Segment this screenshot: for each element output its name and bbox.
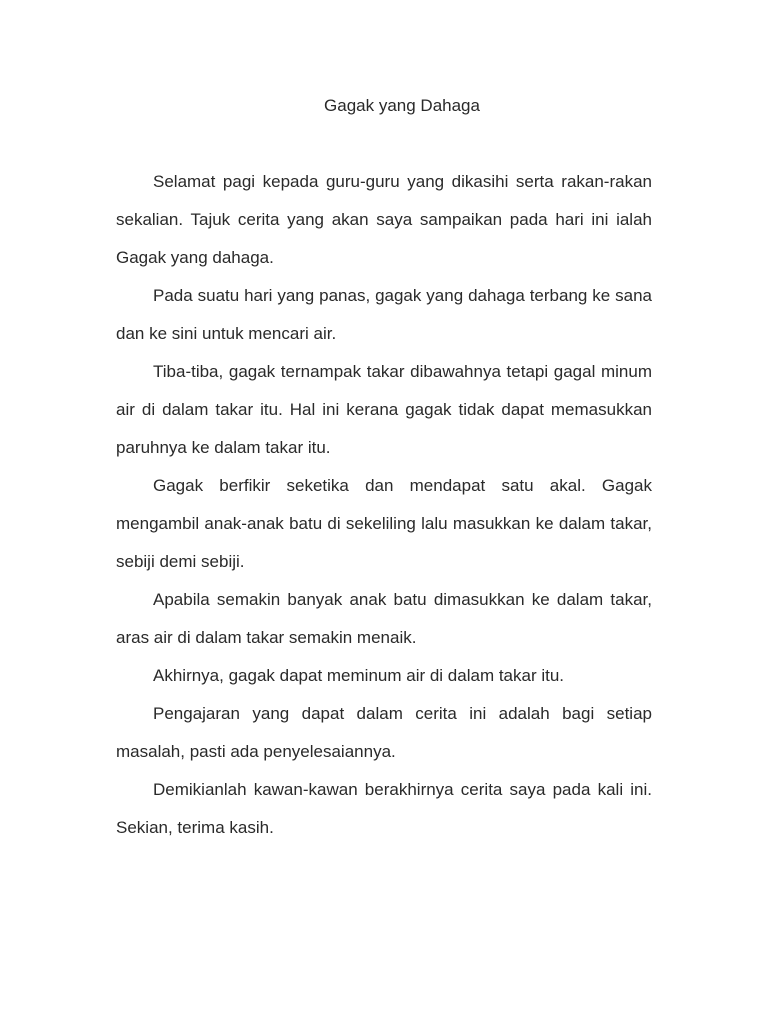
document-title: Gagak yang Dahaga <box>324 96 480 115</box>
paragraph-idea: Gagak berfikir seketika dan mendapat satu akal. Gagak mengambil anak-anak batu di sekeliling lalu masukkan ke dalam takar, sebiji demi sebiji. <box>116 476 652 571</box>
paragraph-jar: Tiba-tiba, gagak ternampak takar dibawahnya tetapi gagal minum air di dalam takar itu. Hal ini kerana gagak tidak dapat memasukkan paruhnya ke dalam takar itu. <box>116 362 652 457</box>
paragraph-water-rises: Apabila semakin banyak anak batu dimasukkan ke dalam takar, aras air di dalam takar semakin menaik. <box>116 590 652 647</box>
document-body <box>116 163 652 847</box>
paragraph-greeting: Selamat pagi kepada guru-guru yang dikasihi serta rakan-rakan sekalian. Tajuk cerita yang akan saya sampaikan pada hari ini ialah Gagak yang dahaga. <box>116 172 652 267</box>
paragraph-drinks: Akhirnya, gagak dapat meminum air di dalam takar itu. <box>153 666 565 685</box>
paragraph-closing: Demikianlah kawan-kawan berakhirnya cerita saya pada kali ini. Sekian, terima kasih. <box>116 780 652 837</box>
paragraph-hot-day: Pada suatu hari yang panas, gagak yang dahaga terbang ke sana dan ke sini untuk mencari air. <box>116 286 652 343</box>
paragraph-moral: Pengajaran yang dapat dalam cerita ini adalah bagi setiap masalah, pasti ada penyelesaiannya. <box>116 704 652 761</box>
